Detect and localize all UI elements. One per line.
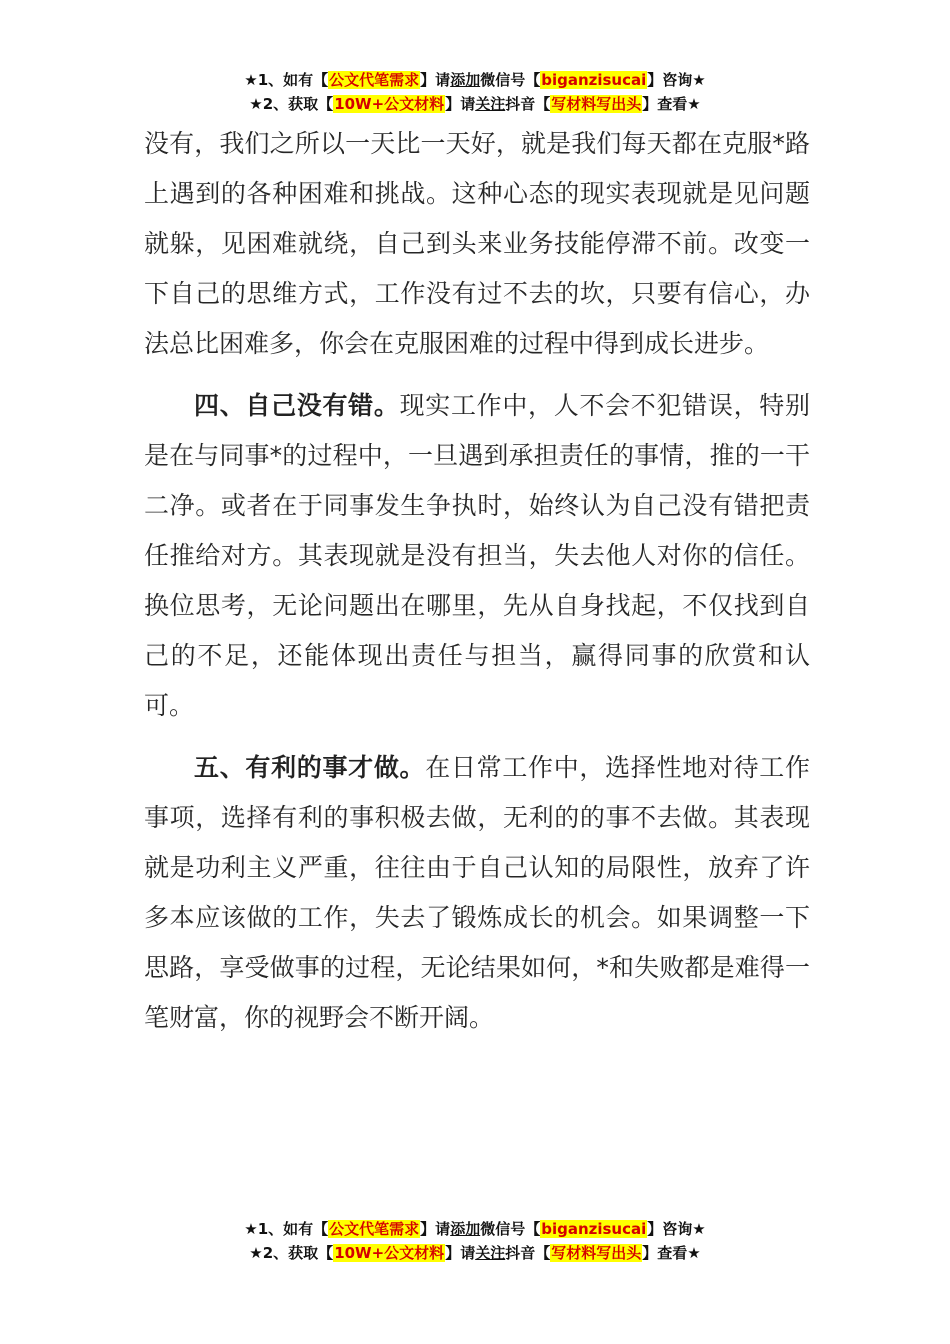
banner-underlined-text: 添加 <box>450 71 481 89</box>
section-heading-four: 四、自己没有错。 <box>194 391 400 420</box>
banner-text: 微信号【 <box>480 1220 541 1238</box>
paragraph-continuation: 没有，我们之所以一天比一天好，就是我们每天都在克服*路上遇到的各种困难和挑战。这种心态的现实表现就是见问题就躲，见困难就绕，自己到头来业务技能停滞不前。改变一下自己的思维方式，工作没有过不去的坎，只要有信心，办法总比困难多，你会在克服困难的过程中得到成长进步。 <box>144 129 810 358</box>
document-body <box>144 119 810 1043</box>
highlight-service: 公文代笔需求 <box>329 1220 420 1238</box>
banner-text: ★2、获取【 <box>249 95 334 113</box>
paragraph-four-body: 现实工作中，人不会不犯错误，特别是在与同事*的过程中，一旦遇到承担责任的事情，推的一干二净。或者在于同事发生争执时，始终认为自己没有错把责任推给对方。其表现就是没有担当，失去他人对你的信任。换位思考，无论问题出在哪里，先从自身找起，不仅找到自己的不足，还能体现出责任与担当，赢得同事的欣赏和认可。 <box>144 391 810 720</box>
highlight-douyin-account: 写材料写出头 <box>551 1244 642 1262</box>
banner-line-2 <box>0 92 950 116</box>
highlight-wechat-id: biganzisucai <box>541 71 647 89</box>
banner-underlined-text: 关注 <box>475 95 506 113</box>
section-heading-five: 五、有利的事才做。 <box>194 753 426 782</box>
banner-underlined-text: 关注 <box>475 1244 506 1262</box>
banner-text: 】请 <box>445 95 476 113</box>
banner-text: 】请 <box>420 71 451 89</box>
banner-text: 】请 <box>445 1244 476 1262</box>
banner-text: ★1、如有【 <box>244 1220 329 1238</box>
banner-text: 】请 <box>420 1220 451 1238</box>
banner-text: 】查看★ <box>642 1244 701 1262</box>
banner-line-1 <box>0 1217 950 1241</box>
banner-text: ★1、如有【 <box>244 71 329 89</box>
highlight-service: 公文代笔需求 <box>329 71 420 89</box>
header-banner <box>0 68 950 116</box>
paragraph-five <box>144 743 810 1043</box>
highlight-douyin-account: 写材料写出头 <box>551 95 642 113</box>
highlight-wechat-id: biganzisucai <box>541 1220 647 1238</box>
banner-text: 微信号【 <box>480 71 541 89</box>
footer-banner <box>0 1217 950 1265</box>
banner-line-1 <box>0 68 950 92</box>
banner-text: ★2、获取【 <box>249 1244 334 1262</box>
banner-text: 抖音【 <box>505 1244 551 1262</box>
banner-text: 】咨询★ <box>647 71 706 89</box>
paragraph-five-body: 在日常工作中，选择性地对待工作事项，选择有利的事积极去做，无利的的事不去做。其表现就是功利主义严重，往往由于自己认知的局限性，放弃了许多本应该做的工作，失去了锻炼成长的机会。如果调整一下思路，享受做事的过程，无论结果如何，*和失败都是难得一笔财富，你的视野会不断开阔。 <box>144 753 810 1032</box>
highlight-materials: 10W+公文材料 <box>334 95 445 113</box>
banner-text: 】咨询★ <box>647 1220 706 1238</box>
banner-text: 抖音【 <box>505 95 551 113</box>
banner-line-2 <box>0 1241 950 1265</box>
banner-underlined-text: 添加 <box>450 1220 481 1238</box>
highlight-materials: 10W+公文材料 <box>334 1244 445 1262</box>
banner-text: 】查看★ <box>642 95 701 113</box>
paragraph-four <box>144 381 810 731</box>
